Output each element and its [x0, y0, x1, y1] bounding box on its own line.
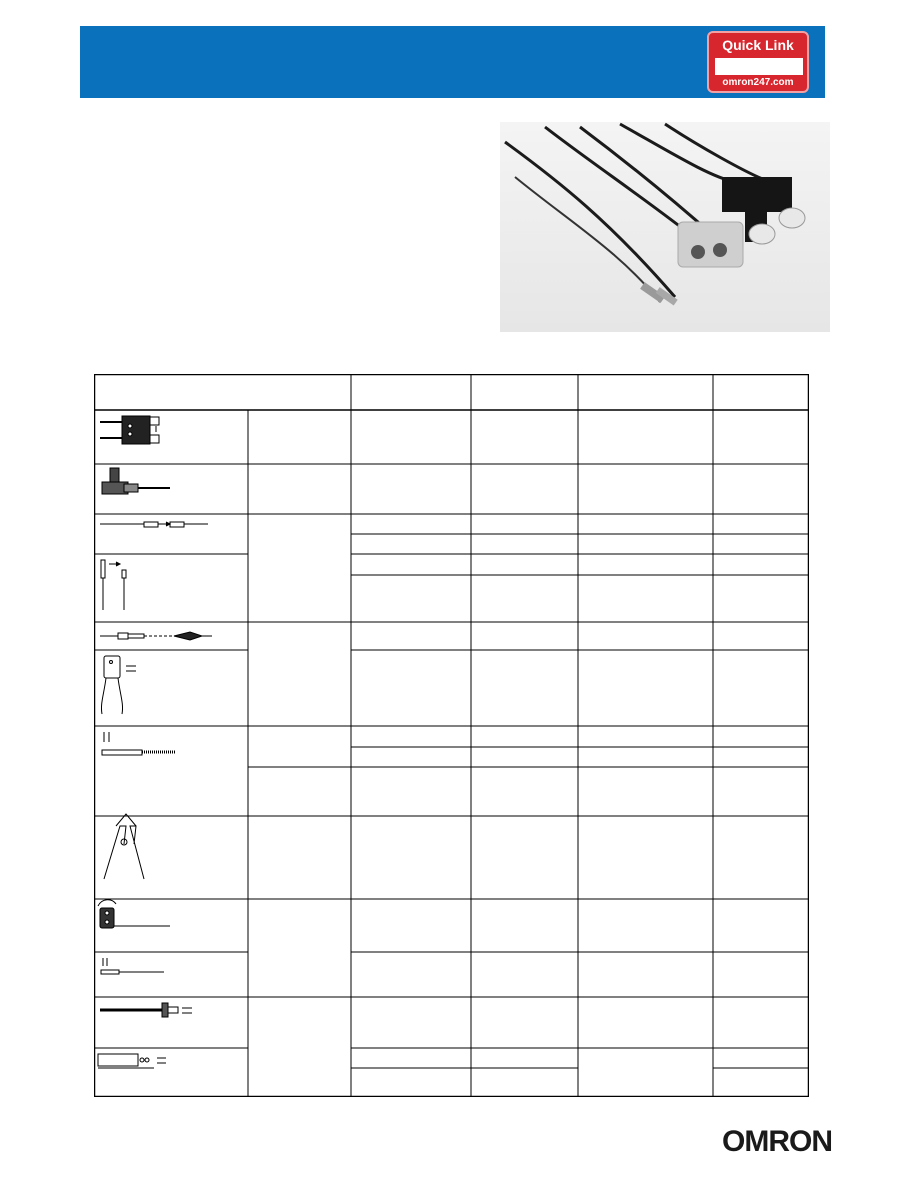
parallel-fiber-icon: [101, 560, 126, 610]
twin-fiber-icon: [104, 814, 144, 879]
clip-fiber-icon: [101, 656, 136, 714]
thrubeam-fiber-icon: [100, 522, 208, 527]
quick-link-title: Quick Link: [722, 37, 794, 53]
tapered-fiber-icon: [100, 632, 212, 640]
sleeve-fiber-icon: [102, 732, 176, 755]
elbow-fiber-icon: [102, 468, 170, 494]
omron-logo: OMRON: [722, 1125, 832, 1158]
quick-link-url[interactable]: omron247.com: [722, 77, 794, 88]
slot-fiber-icon: [100, 416, 159, 444]
fiber-sensor-photo-icon: [500, 122, 830, 332]
edge-fiber-icon: [98, 1054, 166, 1068]
thin-fiber-icon: [101, 958, 164, 974]
quick-link-badge[interactable]: [707, 31, 809, 93]
fiber-sensor-photo: [500, 122, 830, 332]
fiber-model-table: [94, 374, 809, 1097]
quick-link-code-box: [715, 58, 803, 75]
threaded-fiber-icon: [100, 1003, 192, 1017]
flat-fiber-icon: [98, 900, 170, 928]
